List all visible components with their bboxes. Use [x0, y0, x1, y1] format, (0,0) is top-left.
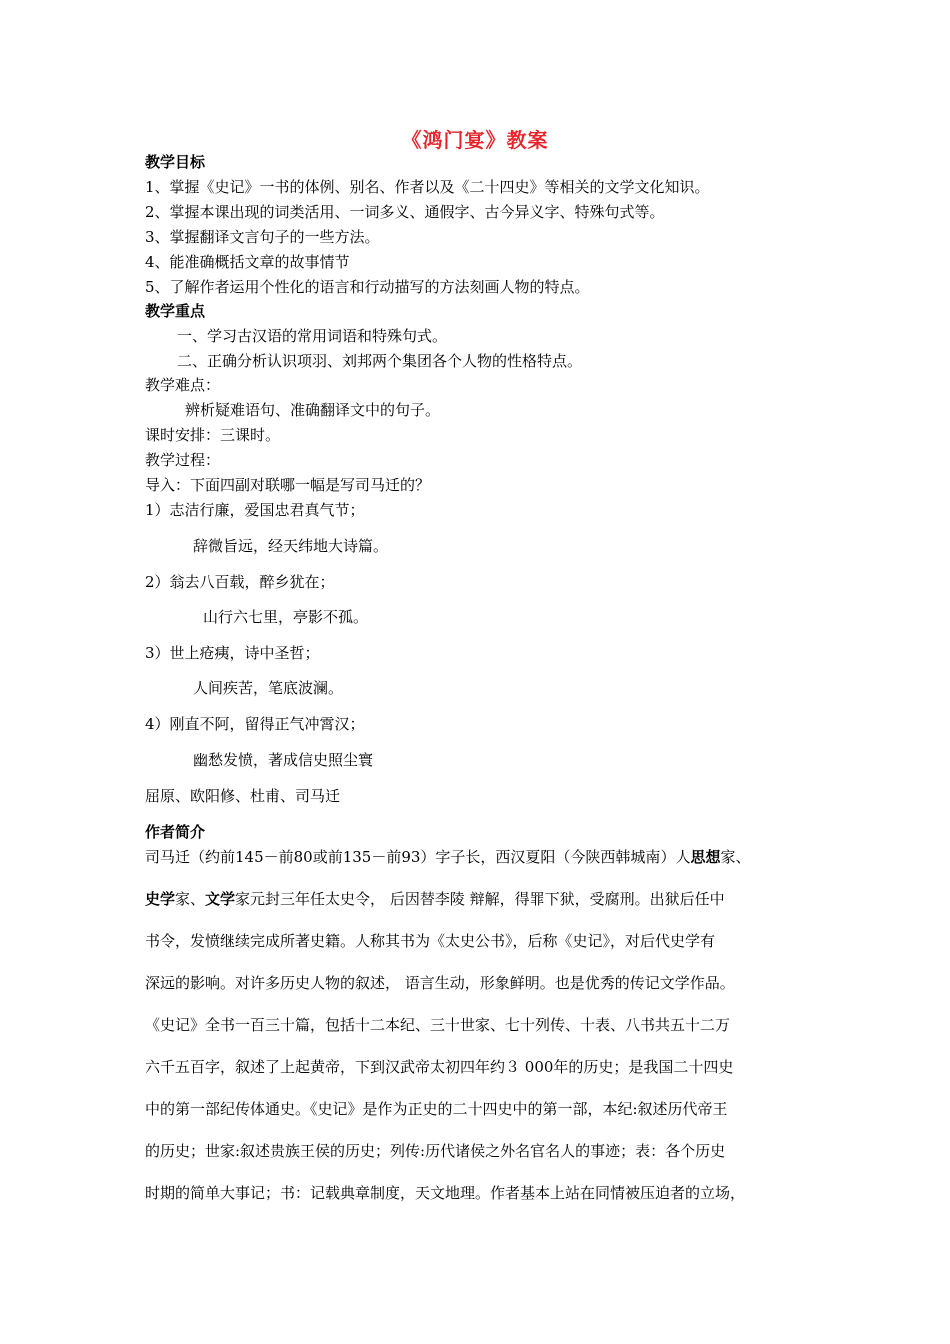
author-paragraph-line	[145, 889, 725, 909]
key-points-heading: 教学重点	[145, 302, 206, 320]
author-paragraph-line: 中的第一部纪传体通史。《史记》是作为正史的二十四史中的第一部，本纪:叙述历代帝王	[145, 1100, 728, 1118]
bold-term: 文学	[205, 890, 236, 908]
bold-term: 思想	[690, 848, 721, 866]
author-line-text: 家、	[175, 890, 206, 908]
objective-item: 1、掌握《史记》一书的体例、别名、作者以及《二十四史》等相关的文学文化知识。	[145, 178, 710, 196]
key-point-item: 二、正确分析认识项羽、刘邦两个集团各个人物的性格特点。	[177, 352, 583, 370]
couplet-second-line: 幽愁发愤，著成信史照尘寰	[193, 751, 374, 769]
objective-item: 2、掌握本课出现的词类活用、一词多义、通假字、古今异义字、特殊句式等。	[145, 203, 665, 221]
author-line-text: 家、	[720, 848, 751, 866]
objective-item: 4、能准确概括文章的故事情节	[145, 253, 350, 271]
difficulties-text: 辨析疑难语句、准确翻译文中的句子。	[185, 401, 441, 419]
key-point-item: 一、学习古汉语的常用词语和特殊句式。	[177, 327, 448, 345]
bold-term: 史学	[145, 890, 176, 908]
couplet-first-line: 3）世上疮痍，诗中圣哲；	[145, 644, 320, 662]
author-paragraph-line: 《史记》全书一百三十篇，包括十二本纪、三十世家、七十列传、十表、八书共五十二万	[145, 1016, 731, 1034]
author-line-text: 家元封三年任太史令， 后因替李陵 辩解，得罪下狱，受腐刑。出狱后任中	[235, 890, 725, 908]
objective-item: 3、掌握翻译文言句子的一些方法。	[145, 228, 380, 246]
author-paragraph-line: 深远的影响。对许多历史人物的叙述， 语言生动，形象鲜明。也是优秀的传记文学作品。	[145, 974, 735, 992]
couplet-first-line: 2）翁去八百载，醉乡犹在；	[145, 573, 335, 591]
difficulties-heading: 教学难点：	[145, 376, 221, 394]
author-paragraph-line	[145, 847, 750, 867]
document-title: 《鸿门宴》教案	[401, 128, 549, 152]
couplet-second-line: 人间疾苦，笔底波澜。	[193, 679, 344, 697]
couplet-first-line: 1）志洁行廉，爱国忠君真气节；	[145, 501, 365, 519]
author-paragraph-line: 时期的简单大事记；书：记载典章制度，天文地理。作者基本上站在同情被压迫者的立场，	[145, 1184, 746, 1202]
author-paragraph-line: 的历史；世家:叙述贵族王侯的历史；列传:历代诸侯之外名官名人的事迹；表：各个历史	[145, 1142, 726, 1160]
author-paragraph-line: 书令，发愤继续完成所著史籍。人称其书为《太史公书》，后称《史记》，对后代史学有	[145, 932, 716, 950]
author-line-text: 司马迁（约前145－前80或前135－前93）字子长，西汉夏阳（今陕西韩城南）人	[145, 848, 691, 866]
intro-question: 导入：下面四副对联哪一幅是写司马迁的？	[145, 476, 431, 494]
couplet-second-line: 辞微旨远，经天纬地大诗篇。	[193, 537, 389, 555]
answer-text: 屈原、欧阳修、杜甫、司马迁	[145, 787, 341, 805]
objectives-heading: 教学目标	[145, 153, 206, 171]
process-heading: 教学过程：	[145, 451, 221, 469]
objective-item: 5、了解作者运用个性化的语言和行动描写的方法刻画人物的特点。	[145, 278, 590, 296]
author-heading: 作者简介	[145, 823, 206, 841]
schedule-text: 课时安排：三课时。	[145, 426, 281, 444]
couplet-first-line: 4）刚直不阿，留得正气冲霄汉；	[145, 715, 365, 733]
author-paragraph-line: 六千五百字，叙述了上起黄帝，下到汉武帝太初四年约３ 000年的历史；是我国二十四史	[145, 1058, 734, 1076]
couplet-second-line: 山行六七里，亭影不孤。	[203, 608, 369, 626]
